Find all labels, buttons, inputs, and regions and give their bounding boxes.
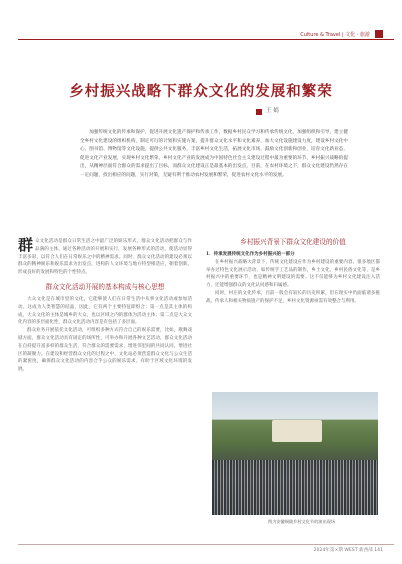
left-paragraph-1: 大众文化是在城市里的文化，它能够使人们在日常生活中从事文化活动或参加活动，这成为人类智慧的结晶，因此，它有两个主要特征即组合：第一点是其主体的构成，大众文化的主体是城乡的大众，也以区域之内的群体为活动主体；第二点是大众文化内容的多层面化性，群众文化活动内容是有包括了多层面。 bbox=[18, 296, 192, 326]
intro-paragraph: 群众文化活动是群众日常生活之中最广泛的娱乐形式，群众文化活动把群众与作品满的主体。通过各种活动的开展和实行，发展各种形式的活动，使活动显得丰富多彩，以符合人们在日常娱乐之中的精神需求。同时，群众文化活动的建设必须以群众的精神娱乐和娱乐需求为出发点，进构的人文环境与地方特型相适应，朝着创新、形成良好的发展和特色的个性特点。 bbox=[18, 236, 192, 276]
author-name: 王 娟 bbox=[266, 108, 279, 114]
article-title: 乡村振兴战略下群众文化的发展和繁荣 bbox=[69, 83, 333, 100]
section-tag: Culture & Travel | 文化 · 旅游 bbox=[300, 32, 370, 38]
right-paragraph-2: 同时，村庄的文化传承，目前一般会有较长的历史积累，但在现实中仍面临诸多挑战，传承人和相关物质遗产的保护不足，乡村文化资源亟需有效整合与利用。 bbox=[206, 290, 380, 304]
abstract: 加强传统文化的传承和保护，促进开展文化遗产保护和传承工作，数据乡村民众学习和传承传统文化，加强组织和引导，建立健全乡村文化建设的组织机构，制定可行的计划和实施方案，提升群众文化水平和文化素养，加大文化设施建设力度，建设乡村文化中心、图书馆、博物馆等文化设施，提供公共文化服务，丰富乡村文化生活，拓展文化市场，鼓励文化创新和创业，培育文化新业态，促进文化产业发展，实现乡村文化繁荣。乡村文化产业的发展成为中国特色社会主义建设过程中最为重要的环节，乡村振兴战略的提出，从精神层面符合群众的需求提出了目标，而群众文化建设正是最基本的出发点，目前，在农村环境之下，群众文化建设仍然存在一定问题，找出相应的问题，实行对策，无疑有利于推动农村发展和繁荣，促进农村文化水平的发展。 bbox=[80, 130, 348, 178]
left-column bbox=[18, 238, 192, 374]
right-subhead: 乡村振兴背景下群众文化建设的价值 bbox=[240, 238, 346, 246]
left-paragraph-2: 群众业务开展依托文化活动，可组织多种方式符合自己的娱乐需要，比如，歌舞戏剧方面，群众文化活动具有固定的场所性，可举办和开展各种文艺活动，群众文化活动在自持提升富多样的群众生活，符合群众的需要需求，增进邻里间的共同认同，增进社区的凝聚力。在建设和经营群众文化的过程之中，文化站必须营造群众文化与公众生活的紧密度，确保群众文化活动的内容合乎公众的娱乐需求，有助于区域文化环境的发展。 bbox=[18, 328, 192, 373]
photo-stage bbox=[272, 420, 322, 442]
right-column bbox=[206, 238, 380, 306]
footer-rule bbox=[18, 544, 394, 545]
right-paragraph-1: 在乡村振兴战略大背景下，传统文化建设应作为乡村建设的重要内容，很多地区都举办过特色文化展示活动，如传统手工艺品的制作，乡土文化，乡村民俗文化等，是乡村振兴中的重要环节，也是精神文明建设的需要。这不仅能够为乡村文化建设注入活力，还能增强群众的文化认同感和归属感。 bbox=[206, 259, 380, 289]
header-rule bbox=[18, 39, 394, 40]
photo-crowd bbox=[212, 460, 378, 515]
left-subhead: 群众文化活动开展的基本构成与核心思想 bbox=[45, 282, 165, 291]
photo-caption: 图为安徽铜陵乡村文化节的演出现场 bbox=[268, 519, 336, 524]
drop-cap: 群 bbox=[18, 236, 34, 254]
section-square-icon bbox=[375, 30, 383, 38]
author-marker-icon bbox=[256, 109, 262, 115]
event-photo bbox=[212, 392, 378, 515]
numbered-subhead: 1．传承发展传统文化作为乡村振兴的一部分 bbox=[206, 252, 295, 257]
page-footer: 2024年第×期 WEST 新西部 141 bbox=[313, 548, 383, 553]
